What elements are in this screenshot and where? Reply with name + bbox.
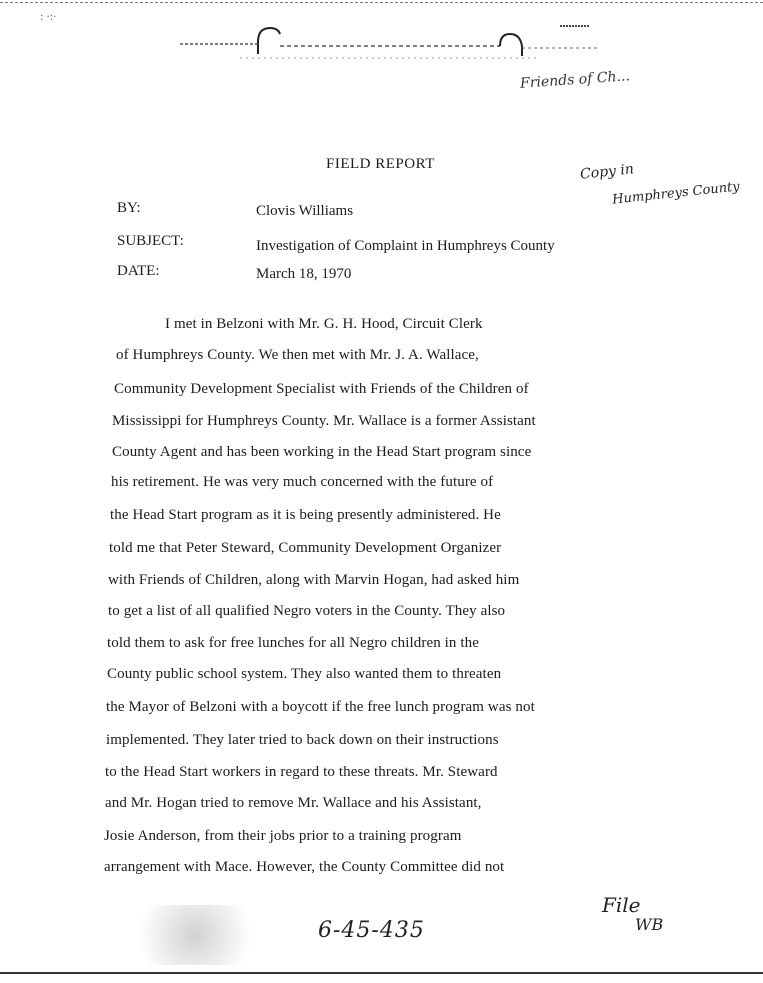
- meta-label-date: DATE:: [117, 263, 160, 279]
- bottom-rule: [0, 972, 763, 974]
- scan-marks-header: [0, 0, 763, 90]
- body-line: County public school system. They also wanted them to threaten: [107, 666, 502, 682]
- body-line: Mississippi for Humphreys County. Mr. Wallace is a former Assistant: [112, 413, 536, 429]
- body-line: to get a list of all qualified Negro voters in the County. They also: [108, 603, 506, 619]
- handwritten-file-number: 6-45-435: [318, 918, 425, 943]
- body-line: Community Development Specialist with Friends of the Children of: [114, 381, 529, 397]
- meta-value-by: Clovis Williams: [256, 203, 354, 219]
- body-line: the Mayor of Belzoni with a boycott if the free lunch program was not: [106, 699, 535, 715]
- body-line: told me that Peter Steward, Community Development Organizer: [109, 540, 502, 556]
- handwritten-note-top-right: Friends of Ch...: [519, 68, 631, 92]
- body-line: his retirement. He was very much concerned with the future of: [111, 474, 494, 490]
- body-line: with Friends of Children, along with Marvin Hogan, had asked him: [108, 572, 520, 588]
- body-line: Josie Anderson, from their jobs prior to a training program: [104, 828, 462, 844]
- body-line: arrangement with Mace. However, the County Committee did not: [104, 859, 505, 875]
- meta-value-date: March 18, 1970: [256, 266, 352, 282]
- body-line: told them to ask for free lunches for all Negro children in the: [107, 635, 480, 651]
- meta-value-subject: Investigation of Complaint in Humphreys County: [256, 238, 555, 254]
- body-line: and Mr. Hogan tried to remove Mr. Wallace and his Assistant,: [105, 795, 482, 811]
- scan-smudge: [120, 905, 270, 965]
- punch-hole-left-icon: [258, 28, 280, 54]
- meta-label-by: BY:: [117, 200, 141, 216]
- page-title: FIELD REPORT: [326, 156, 435, 172]
- body-line: to the Head Start workers in regard to these threats. Mr. Steward: [105, 764, 498, 780]
- handwritten-copy-note-line1: Copy in: [579, 161, 635, 183]
- punch-hole-right-icon: [500, 34, 522, 56]
- handwritten-copy-note-line2: Humphreys County: [611, 179, 741, 208]
- body-line: of Humphreys County. We then met with Mr. J. A. Wallace,: [116, 347, 479, 363]
- body-line: I met in Belzoni with Mr. G. H. Hood, Circuit Clerk: [165, 316, 483, 332]
- handwritten-file-note: File: [602, 893, 641, 917]
- body-line: County Agent and has been working in the Head Start program since: [112, 444, 532, 460]
- svg-text:: ·:·: : ·:·: [40, 12, 57, 23]
- meta-label-subject: SUBJECT:: [117, 233, 184, 249]
- body-line: implemented. They later tried to back down on their instructions: [106, 732, 499, 748]
- handwritten-initials: WB: [635, 915, 664, 934]
- body-line: the Head Start program as it is being presently administered. He: [110, 507, 501, 523]
